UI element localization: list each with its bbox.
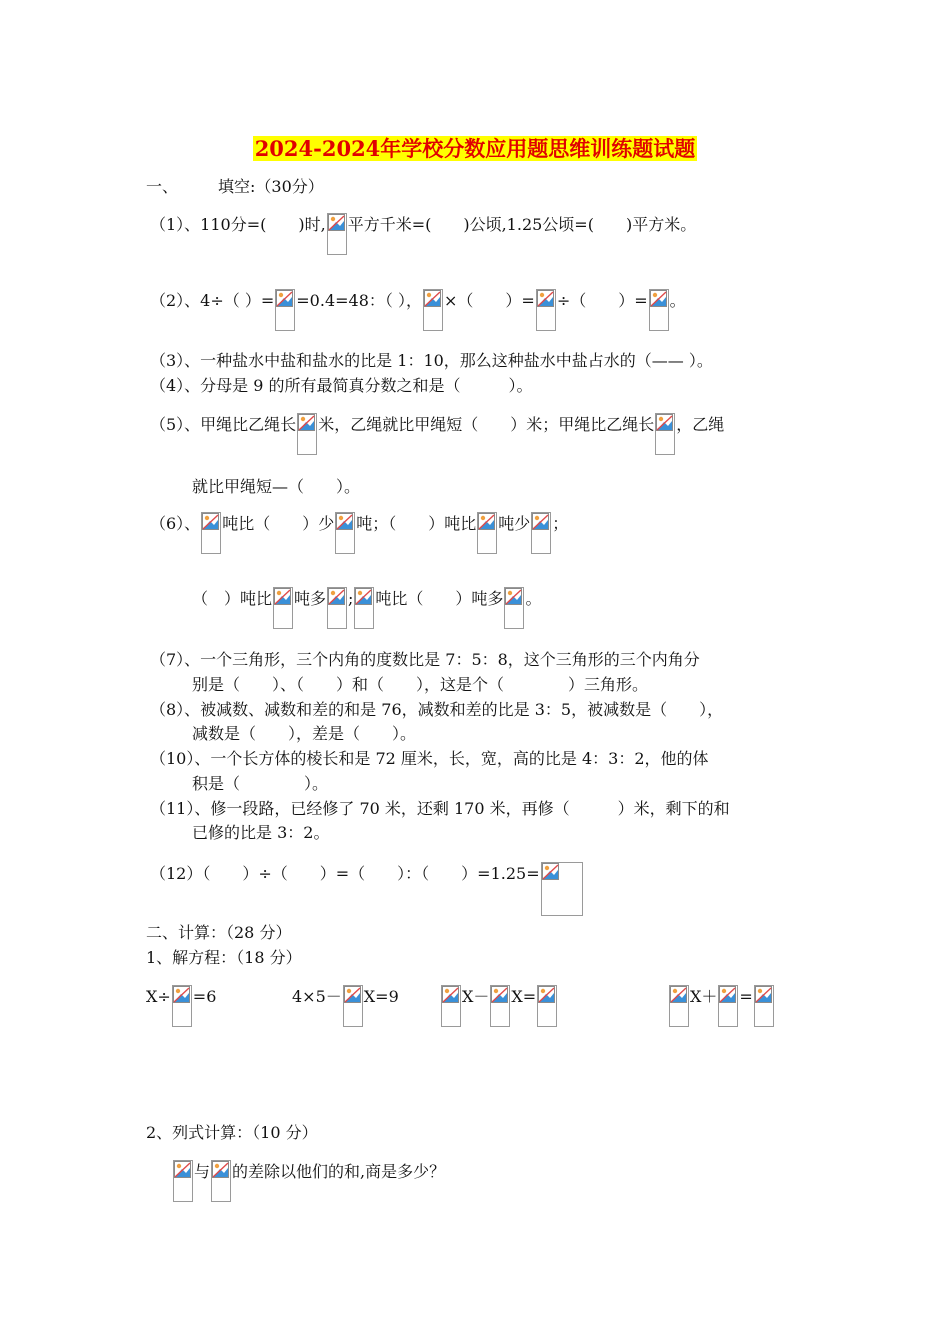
question-5: （5）、甲绳比乙绳长 米，乙绳就比甲绳短（ ）米；甲绳比乙绳长 ，乙绳 (150, 413, 724, 436)
question-5-cont: 就比甲绳短—（ ）。 (192, 477, 361, 496)
fraction-image-icon (327, 587, 347, 607)
question-7: （7）、一个三角形，三个内角的度数比是 7：5：8，这个三角形的三个内角分 (150, 650, 700, 669)
subsection-calculation: 2、列式计算：（10 分） (146, 1123, 318, 1142)
section-1-heading: 一、 填空:（30分） (146, 177, 324, 196)
equation-1: X÷ =6 (146, 985, 216, 1008)
equation-3: X－ X= (440, 985, 558, 1008)
fraction-image-icon (490, 985, 510, 1005)
fraction-image-icon (541, 862, 583, 882)
document-title: 2024-2024年学校分数应用题思维训练题试题 (254, 136, 696, 161)
question-6: （6）、 吨比（ ）少 吨；（ ）吨比 吨少 ； (150, 512, 568, 535)
equation-4: X＋ = (668, 985, 775, 1008)
fraction-image-icon (441, 985, 461, 1005)
question-10: （10）、一个长方体的棱长和是 72 厘米，长，宽，高的比是 4：3：2，他的体 (150, 749, 709, 768)
fraction-image-icon (477, 512, 497, 532)
fraction-image-icon (649, 289, 669, 309)
fraction-image-icon (669, 985, 689, 1005)
fraction-image-icon (655, 413, 675, 433)
question-2: （2）、4÷（ ）= =0.4=48：（ ）， ×（ ）= ÷（ ）= 。 (150, 289, 686, 312)
fraction-image-icon (754, 985, 774, 1005)
fraction-image-icon (173, 1160, 193, 1180)
subsection-equations: 1、解方程：（18 分） (146, 948, 302, 967)
question-4: （4）、分母是 9 的所有最简真分数之和是（ ）。 (150, 376, 533, 395)
calculation-question: 与 的差除以他们的和,商是多少？ (172, 1160, 445, 1183)
question-3: （3）、一种盐水中盐和盐水的比是 1：10，那么这种盐水中盐占水的（—— ）。 (150, 351, 713, 370)
fraction-image-icon (718, 985, 738, 1005)
question-12: （12）（ ）÷（ ）=（ ）：（ ）=1.25= (150, 862, 584, 885)
question-7-cont: 别是（ ）、（ ）和（ ），这是个（ ）三角形。 (192, 675, 649, 694)
fraction-image-icon (335, 512, 355, 532)
fraction-image-icon (536, 289, 556, 309)
question-8: （8）、被减数、减数和差的和是 76，减数和差的比是 3：5，被减数是（ ）， (150, 700, 724, 719)
fraction-image-icon (327, 213, 347, 233)
section-2-heading: 二、计算：（28 分） (146, 923, 292, 942)
fraction-image-icon (275, 289, 295, 309)
question-11: （11）、修一段路，已经修了 70 米，还剩 170 米，再修（ ）米，剩下的和 (150, 799, 730, 818)
question-1: （1）、110分=( )时, 平方千米=( )公顷,1.25公顷=( )平方米。 (150, 213, 696, 236)
fraction-image-icon (423, 289, 443, 309)
fraction-image-icon (201, 512, 221, 532)
fraction-image-icon (531, 512, 551, 532)
question-8-cont: 减数是（ ），差是（ ）。 (192, 724, 417, 743)
fraction-image-icon (537, 985, 557, 1005)
fraction-image-icon (354, 587, 374, 607)
fraction-image-icon (504, 587, 524, 607)
fraction-image-icon (273, 587, 293, 607)
fraction-image-icon (297, 413, 317, 433)
question-6-cont: （ ）吨比 吨多 ; 吨比（ ）吨多 。 (192, 587, 541, 610)
equation-2: 4×5－ X=9 (292, 985, 399, 1008)
question-11-cont: 已修的比是 3：2。 (192, 823, 330, 842)
fraction-image-icon (343, 985, 363, 1005)
fraction-image-icon (211, 1160, 231, 1180)
question-10-cont: 积是（ ）。 (192, 774, 329, 793)
fraction-image-icon (172, 985, 192, 1005)
